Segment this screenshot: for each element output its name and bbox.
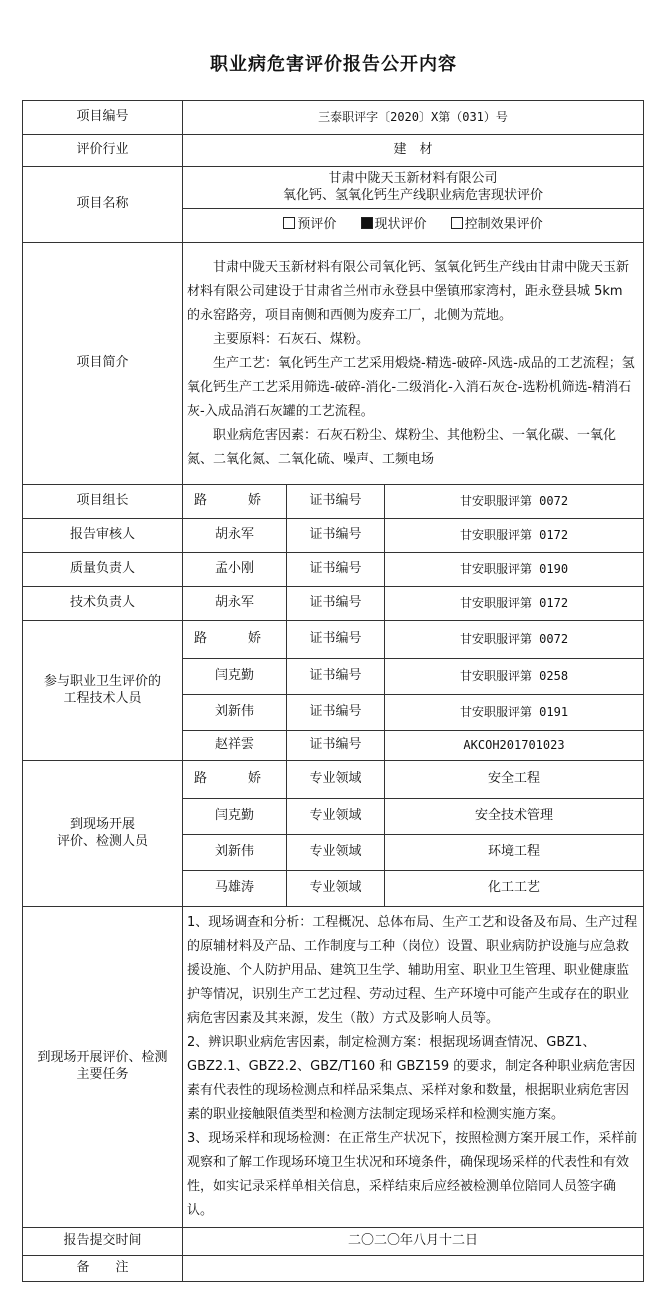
cert-label: 证书编号 — [287, 587, 385, 621]
task-item: 1、现场调查和分析：工程概况、总体布局、生产工艺和设备及布局、生产过程的原辅材料及产品、工作制度与工种（岗位）设置、职业病防护设施与应急救援设施、个人防护用品、建筑卫生学、辅助用室、职业卫生管理、职业健康监护等情况，识别生产工艺过程、劳动过程、生产环境中可能产生或存在的职业病危害因素及其来源，发生（散）方式及影响人员等。 — [187, 915, 638, 1026]
label-project-name: 项目名称 — [23, 167, 183, 243]
label-intro: 项目简介 — [23, 243, 183, 485]
intro-paragraph: 职业病危害因素：石灰石粉尘、煤粉尘、其他粉尘、一氧化碳、一氧化氮、二氧化氮、二氧化硫、噪声、工频电场 — [187, 427, 617, 467]
label-line: 主要任务 — [76, 1067, 129, 1082]
row-intro — [23, 243, 644, 485]
row-leader — [23, 519, 644, 553]
role-label: 质量负责人 — [23, 553, 183, 587]
row-industry — [23, 135, 644, 167]
option-label: 预评价 — [297, 217, 337, 233]
field-label: 专业领域 — [287, 799, 385, 835]
intro-paragraph: 生产工艺：氧化钙生产工艺采用煅烧-精选-破碎-风选-成品的工艺流程；氢氧化钙生产工艺采用筛选-破碎-消化-二级消化-入消石灰仓-选粉机筛选-精消石灰-入成品消石灰罐的工艺流程。 — [187, 355, 635, 419]
field-label: 专业领域 — [287, 871, 385, 907]
value-remark — [183, 1256, 644, 1282]
row-submit-time — [23, 1228, 644, 1256]
company-name: 甘肃中陇天玉新材料有限公司 — [328, 170, 498, 186]
option-pre-eval[interactable] — [283, 217, 336, 234]
label-remark: 备 注 — [23, 1256, 183, 1282]
cert-label: 证书编号 — [287, 621, 385, 659]
cert-label: 证书编号 — [287, 553, 385, 587]
label-tasks — [23, 907, 183, 1228]
value-project-name — [183, 167, 644, 209]
cert-number: 甘安职服评第 0172 — [385, 587, 644, 621]
cert-number: 甘安职服评第 0072 — [385, 621, 644, 659]
row-project-no — [23, 101, 644, 135]
label-industry: 评价行业 — [23, 135, 183, 167]
field-label: 专业领域 — [287, 761, 385, 799]
value-industry: 建 材 — [183, 135, 644, 167]
intro-paragraph: 主要原料：石灰石、煤粉。 — [213, 331, 370, 347]
option-control-eval[interactable] — [451, 217, 543, 234]
cert-label: 证书编号 — [287, 519, 385, 553]
cert-number: 甘安职服评第 0072 — [385, 485, 644, 519]
person-name: 路 娇 — [183, 761, 287, 799]
checkbox-icon — [451, 217, 463, 229]
cert-number: 甘安职服评第 0190 — [385, 553, 644, 587]
field-value: 化工工艺 — [385, 871, 644, 907]
row-engineer — [23, 621, 644, 659]
label-line: 工程技术人员 — [63, 690, 142, 706]
field-value: 环境工程 — [385, 835, 644, 871]
checkbox-icon — [283, 217, 295, 229]
person-name: 路 娇 — [183, 485, 287, 519]
cert-label: 证书编号 — [287, 485, 385, 519]
person-name: 刘新伟 — [183, 695, 287, 731]
cert-number: 甘安职服评第 0191 — [385, 695, 644, 731]
option-label: 现状评价 — [374, 217, 427, 233]
role-label: 项目组长 — [23, 485, 183, 519]
cert-label: 证书编号 — [287, 695, 385, 731]
person-name: 马雄涛 — [183, 871, 287, 907]
label-submit-time: 报告提交时间 — [23, 1228, 183, 1256]
option-status-eval[interactable] — [361, 217, 427, 234]
field-value: 安全工程 — [385, 761, 644, 799]
value-intro — [183, 243, 644, 485]
row-field-staff — [23, 761, 644, 799]
role-label: 报告审核人 — [23, 519, 183, 553]
project-title: 氧化钙、氢氧化钙生产线职业病危害现状评价 — [283, 187, 544, 203]
row-project-name — [23, 167, 644, 209]
person-name: 刘新伟 — [183, 835, 287, 871]
option-label: 控制效果评价 — [464, 217, 543, 233]
value-tasks — [183, 907, 644, 1228]
label-line: 到现场开展评价、检测 — [37, 1050, 168, 1066]
task-item: 2、辨识职业病危害因素，制定检测方案：根据现场调查情况、GBZ1、GBZ2.1、GBZ2.2、GBZ/T160 和 GBZ159 的要求，制定各种职业病危害因素有代表性的现场检测点和样品采集点、采样对象和数量，根据职业病危害因素的职业接触限值类型和检测方法制定现场采样和检测实施方案。 — [187, 1035, 636, 1122]
cert-number: 甘安职服评第 0258 — [385, 659, 644, 695]
page-title: 职业病危害评价报告公开内容 — [210, 54, 457, 75]
label-line: 到现场开展 — [69, 816, 135, 832]
intro-paragraph: 甘肃中陇天玉新材料有限公司氧化钙、氢氧化钙生产线由甘肃中陇天玉新材料有限公司建设于甘肃省兰州市永登县中堡镇邢家湾村，距永登县城 5km 的永窑路旁，项目南侧和西侧为废弃工厂，北侧为荒地。 — [187, 259, 630, 323]
person-name: 胡永军 — [183, 587, 287, 621]
row-leader — [23, 553, 644, 587]
person-name: 闫克勤 — [183, 659, 287, 695]
field-label: 专业领域 — [287, 835, 385, 871]
label-field-staff — [23, 761, 183, 907]
label-project-no: 项目编号 — [23, 101, 183, 135]
person-name: 路 娇 — [183, 621, 287, 659]
label-line: 参与职业卫生评价的 — [43, 673, 161, 689]
label-line: 评价、检测人员 — [56, 833, 148, 849]
role-label: 技术负责人 — [23, 587, 183, 621]
person-name: 闫克勤 — [183, 799, 287, 835]
cert-label: 证书编号 — [287, 731, 385, 761]
disclosure-table — [22, 100, 644, 1282]
row-leader — [23, 485, 644, 519]
task-item: 3、现场采样和现场检测：在正常生产状况下，按照检测方案开展工作，采样前观察和了解工作现场环境卫生状况和环境条件，确保现场采样的代表性和有效性，如实记录采样单相关信息，采样结束后应经被检测单位陪同人员签字确认。 — [187, 1131, 638, 1218]
person-name: 胡永军 — [183, 519, 287, 553]
cert-number: AKCOH201701023 — [385, 731, 644, 761]
person-name: 孟小刚 — [183, 553, 287, 587]
cert-label: 证书编号 — [287, 659, 385, 695]
value-project-no: 三泰职评字〔2020〕X第（031）号 — [183, 101, 644, 135]
row-leader — [23, 587, 644, 621]
row-remark — [23, 1256, 644, 1282]
checked-checkbox-icon — [361, 217, 373, 229]
row-tasks — [23, 907, 644, 1228]
label-engineers — [23, 621, 183, 761]
field-value: 安全技术管理 — [385, 799, 644, 835]
value-submit-time: 二〇二〇年八月十二日 — [183, 1228, 644, 1256]
person-name: 赵祥雲 — [183, 731, 287, 761]
eval-type-options — [183, 209, 644, 243]
cert-number: 甘安职服评第 0172 — [385, 519, 644, 553]
